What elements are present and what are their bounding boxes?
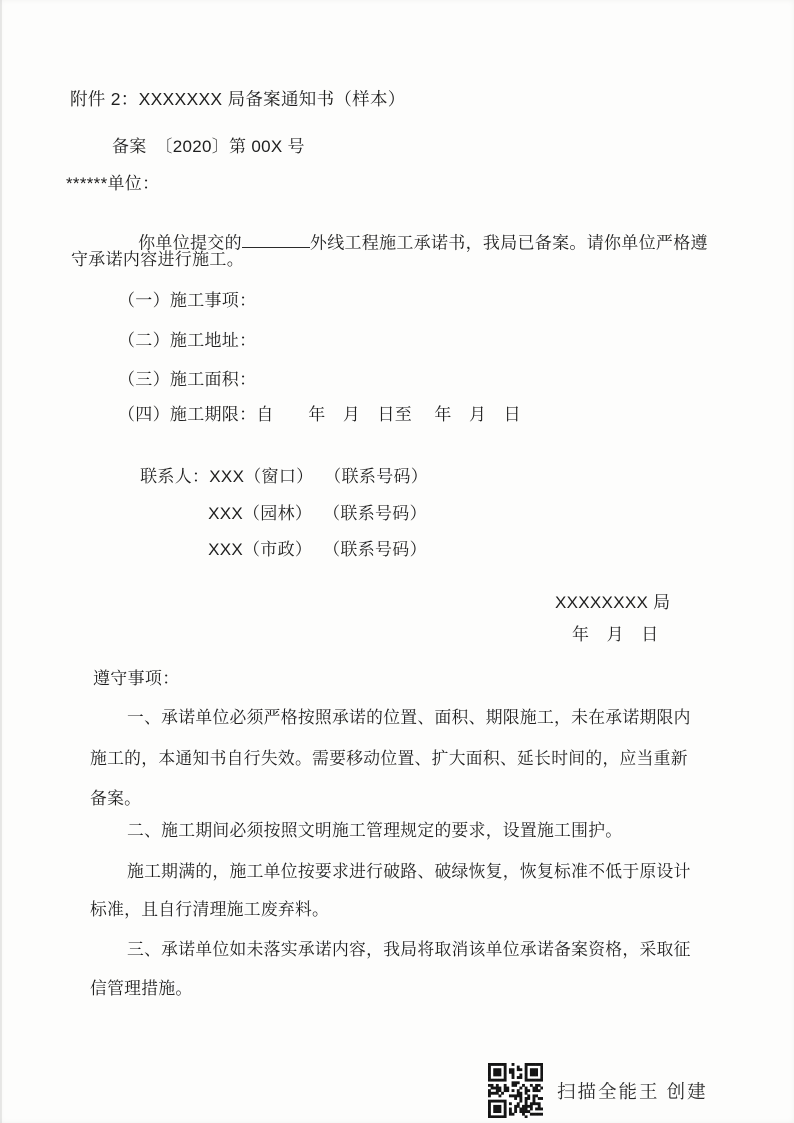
notes-line: 三、承诺单位如未落实承诺内容，我局将取消该单位承诺备案资格，采取征 (127, 940, 691, 959)
contact-phone: （联系号码） (324, 467, 429, 486)
contact-label: 联系人： (140, 467, 210, 486)
salutation: ******单位： (66, 174, 160, 193)
contact-row (188, 481, 427, 523)
item-construction-matter: （一）施工事项： (118, 291, 257, 310)
item-construction-period: （四）施工期限：自 年 月 日至 年 月 日 (118, 405, 521, 424)
item-construction-area: （三）施工面积： (118, 370, 257, 389)
notes-line: 标准，且自行清理施工废弃料。 (90, 900, 330, 919)
signature-date: 年 月 日 (572, 625, 659, 644)
contact-phone: （联系号码） (323, 504, 427, 523)
notes-line: 施工期满的，施工单位按要求进行破路、破绿恢复，恢复标准不低于原设计 (127, 862, 691, 881)
notes-heading: 遵守事项： (93, 669, 180, 688)
blank-underline (242, 231, 310, 248)
intro-line-1-prefix: 你单位提交的 (138, 233, 242, 253)
signature-org: XXXXXXXX 局 (555, 593, 671, 612)
notes-line: 备案。 (90, 789, 142, 808)
intro-line-2: 守承诺内容进行施工。 (71, 250, 244, 269)
notes-line: 一、承诺单位必须严格按照承诺的位置、面积、期限施工，未在承诺期限内 (127, 708, 691, 727)
scanner-watermark (488, 1063, 708, 1118)
contact-name: XXX（窗口） (209, 467, 314, 486)
intro-line-1-suffix: 外线工程施工承诺书，我局已备案。请你单位严格遵 (309, 233, 708, 253)
scanner-watermark-text: 扫描全能王 创建 (557, 1080, 708, 1102)
intro-line-1 (118, 209, 708, 253)
notes-line: 二、施工期间必须按照文明施工管理规定的要求，设置施工围护。 (127, 821, 623, 840)
contact-phone: （联系号码） (323, 540, 427, 559)
notes-line: 施工的，本通知书自行失效。需要移动位置、扩大面积、延长时间的，应当重新 (90, 749, 688, 768)
contact-row (120, 444, 429, 486)
doc-number: 备案 〔2020〕第 00X 号 (112, 137, 305, 156)
contact-name: XXX（园林） (208, 504, 313, 523)
notes-line: 信管理措施。 (90, 979, 193, 998)
qr-code-icon (488, 1063, 543, 1118)
contact-name: XXX（市政） (208, 540, 313, 559)
item-construction-address: （二）施工地址： (118, 331, 257, 350)
contact-row (188, 517, 427, 559)
attachment-title: 附件 2：XXXXXXX 局备案通知书（样本） (70, 89, 406, 109)
